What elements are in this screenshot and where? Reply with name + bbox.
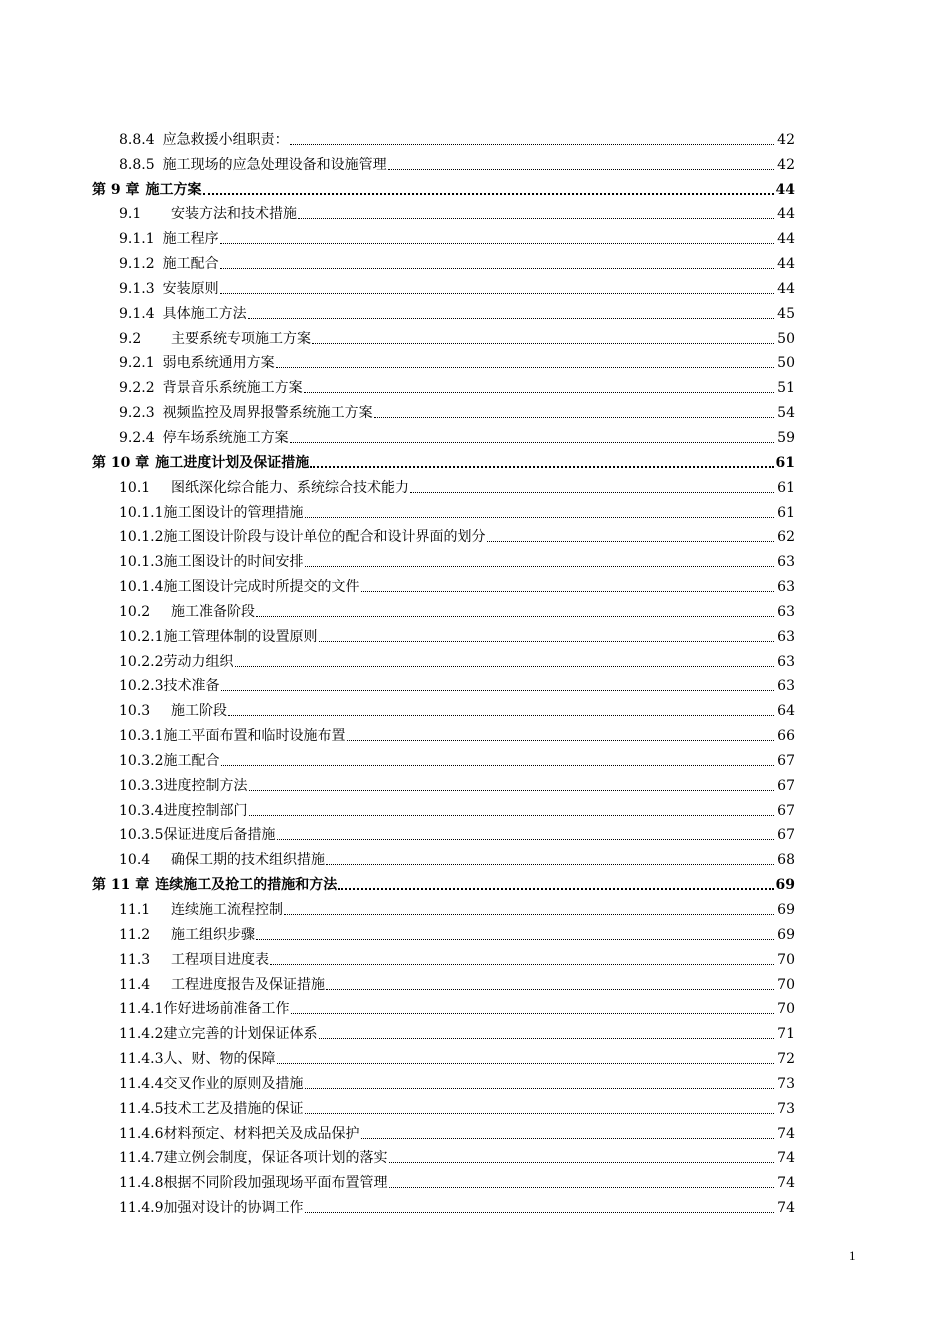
toc-entry-number: 10.1.1 xyxy=(119,504,164,521)
toc-page-number: 67 xyxy=(777,802,795,819)
toc-page-number: 74 xyxy=(777,1150,795,1167)
toc-dot-leader xyxy=(249,777,774,795)
toc-dot-leader xyxy=(248,305,774,323)
toc-dot-leader xyxy=(389,1174,774,1192)
toc-entry-number: 10.3.2 xyxy=(119,752,164,769)
toc-entry-number: 11.4.3 xyxy=(119,1051,164,1068)
toc-entry[interactable] xyxy=(0,199,950,224)
toc-entry-title: 图纸深化综合能力、系统综合技术能力 xyxy=(171,479,409,496)
toc-entry[interactable] xyxy=(0,919,950,944)
toc-entry-title: 施工图设计的时间安排 xyxy=(163,554,304,571)
toc-dot-leader xyxy=(270,951,774,969)
toc-page-number: 54 xyxy=(777,405,795,422)
toc-dot-leader xyxy=(228,702,774,720)
toc-dot-leader xyxy=(388,156,774,174)
toc-entry-number: 11.4.9 xyxy=(119,1200,164,1217)
toc-entry-number: 11.4 xyxy=(119,976,151,993)
toc-dot-leader xyxy=(326,976,774,994)
toc-entry-title: 施工程序 xyxy=(162,231,219,248)
toc-entry[interactable] xyxy=(0,422,950,447)
toc-dot-leader xyxy=(221,677,774,695)
toc-entry-title: 建立例会制度，保证各项计划的落实 xyxy=(163,1150,388,1167)
toc-entry-title: 施工组织步骤 xyxy=(171,926,255,943)
toc-entry-number: 9.1.4 xyxy=(119,305,155,322)
toc-dot-leader xyxy=(305,553,774,571)
toc-entry[interactable] xyxy=(0,944,950,969)
toc-page-number: 69 xyxy=(777,926,795,943)
toc-entry[interactable] xyxy=(0,223,950,248)
toc-page-number: 63 xyxy=(777,554,795,571)
toc-entry[interactable] xyxy=(0,372,950,397)
toc-entry-number: 第 11 章 xyxy=(92,877,150,894)
toc-entry-number: 10.2.1 xyxy=(119,628,164,645)
toc-entry-number: 10.1 xyxy=(119,479,151,496)
toc-entry-title: 作好进场前准备工作 xyxy=(163,1001,290,1018)
toc-page-number: 51 xyxy=(777,380,795,397)
toc-entry-number: 10.1.2 xyxy=(119,529,164,546)
toc-dot-leader xyxy=(312,330,774,348)
toc-page-number: 45 xyxy=(777,305,795,322)
toc-dot-leader xyxy=(304,379,774,397)
toc-entry-number: 10.2 xyxy=(119,603,151,620)
toc-entry-title: 施工平面布置和临时设施布置 xyxy=(163,728,346,745)
toc-dot-leader xyxy=(319,628,774,646)
toc-page-number: 63 xyxy=(777,579,795,596)
toc-entry[interactable] xyxy=(0,770,950,795)
toc-entry[interactable] xyxy=(0,671,950,696)
toc-dot-leader xyxy=(298,205,774,223)
toc-entry[interactable] xyxy=(0,621,950,646)
toc-dot-leader xyxy=(291,1000,774,1018)
toc-page-number: 64 xyxy=(777,703,795,720)
toc-entry-number: 9.1 xyxy=(119,206,142,223)
toc-page-number: 61 xyxy=(777,504,795,521)
toc-dot-leader xyxy=(310,454,774,472)
toc-entry[interactable] xyxy=(0,646,950,671)
toc-page-number: 63 xyxy=(777,628,795,645)
toc-entry[interactable] xyxy=(0,124,950,149)
toc-dot-leader xyxy=(319,1025,774,1043)
toc-entry-number: 8.8.5 xyxy=(119,156,155,173)
toc-page-number: 62 xyxy=(777,529,795,546)
toc-page-number: 72 xyxy=(777,1051,795,1068)
toc-chapter-entry[interactable] xyxy=(0,174,950,199)
toc-dot-leader xyxy=(487,528,774,546)
toc-dot-leader xyxy=(305,1075,774,1093)
toc-page-number: 61 xyxy=(777,479,795,496)
toc-dot-leader xyxy=(284,901,774,919)
toc-entry[interactable] xyxy=(0,1043,950,1068)
toc-dot-leader xyxy=(374,404,774,422)
toc-dot-leader xyxy=(290,429,774,447)
toc-entry-title: 施工配合 xyxy=(162,256,219,273)
toc-entry-number: 10.3.1 xyxy=(119,728,164,745)
toc-entry-title: 建立完善的计划保证体系 xyxy=(163,1026,318,1043)
toc-dot-leader xyxy=(276,354,774,372)
toc-entry[interactable] xyxy=(0,1118,950,1143)
toc-page-number: 44 xyxy=(777,280,795,297)
toc-page-number: 44 xyxy=(777,256,795,273)
toc-entry[interactable] xyxy=(0,795,950,820)
toc-page-number: 50 xyxy=(777,330,795,347)
toc-entry-number: 10.2.2 xyxy=(119,653,164,670)
toc-entry-number: 11.4.6 xyxy=(119,1125,164,1142)
toc-dot-leader xyxy=(203,181,775,199)
toc-entry[interactable] xyxy=(0,695,950,720)
toc-dot-leader xyxy=(326,851,774,869)
toc-entry-number: 10.4 xyxy=(119,852,151,869)
toc-page-number: 66 xyxy=(777,728,795,745)
toc-page-number: 42 xyxy=(777,156,795,173)
toc-page-number: 61 xyxy=(775,454,795,471)
toc-page-number: 74 xyxy=(777,1175,795,1192)
toc-entry-title: 主要系统专项施工方案 xyxy=(171,330,311,347)
toc-dot-leader xyxy=(305,1100,774,1118)
toc-entry-title: 施工准备阶段 xyxy=(171,603,255,620)
toc-entry-number: 11.4.7 xyxy=(119,1150,164,1167)
toc-entry-title: 停车场系统施工方案 xyxy=(162,429,289,446)
toc-entry[interactable] xyxy=(0,969,950,994)
toc-entry-title: 确保工期的技术组织措施 xyxy=(171,852,325,869)
toc-entry-title: 连续施工及抢工的措施和方法 xyxy=(155,877,338,894)
toc-dot-leader xyxy=(410,479,774,497)
toc-entry-title: 进度控制方法 xyxy=(163,777,248,794)
toc-entry-number: 9.2.1 xyxy=(119,355,155,372)
toc-entry[interactable] xyxy=(0,894,950,919)
toc-dot-leader xyxy=(220,280,774,298)
toc-entry-title: 施工阶段 xyxy=(171,703,227,720)
toc-entry[interactable] xyxy=(0,522,950,547)
toc-dot-leader xyxy=(221,752,774,770)
toc-entry-title: 根据不同阶段加强现场平面布置管理 xyxy=(163,1175,388,1192)
toc-entry-title: 施工配合 xyxy=(163,752,220,769)
toc-entry[interactable] xyxy=(0,1143,950,1168)
toc-page-number: 69 xyxy=(777,902,795,918)
toc-entry[interactable] xyxy=(0,546,950,571)
toc-entry[interactable] xyxy=(0,149,950,174)
toc-entry[interactable] xyxy=(0,472,950,497)
toc-entry[interactable] xyxy=(0,745,950,770)
toc-entry-number: 10.1.3 xyxy=(119,554,164,571)
toc-entry-title: 施工图设计阶段与设计单位的配合和设计界面的划分 xyxy=(163,529,486,546)
toc-entry-title: 保证进度后备措施 xyxy=(163,827,276,844)
toc-entry-title: 施工进度计划及保证措施 xyxy=(155,454,310,471)
toc-dot-leader xyxy=(361,578,774,596)
toc-entry-title: 施工管理体制的设置原则 xyxy=(163,628,318,645)
table-of-contents xyxy=(0,124,950,1217)
toc-entry[interactable] xyxy=(0,994,950,1019)
toc-entry-number: 10.3.4 xyxy=(119,802,164,819)
toc-page-number: 44 xyxy=(775,181,795,198)
toc-entry-number: 10.3 xyxy=(119,703,151,720)
toc-chapter-entry[interactable] xyxy=(0,869,950,894)
toc-entry-title: 具体施工方法 xyxy=(162,305,247,322)
toc-entry[interactable] xyxy=(0,1192,950,1217)
toc-entry-title: 劳动力组织 xyxy=(163,653,234,670)
toc-dot-leader xyxy=(361,1125,774,1143)
toc-entry-number: 9.2.2 xyxy=(119,380,155,397)
toc-dot-leader xyxy=(256,603,774,621)
toc-dot-leader xyxy=(305,504,774,522)
toc-entry-title: 连续施工流程控制 xyxy=(171,902,283,918)
toc-entry-title: 加强对设计的协调工作 xyxy=(163,1200,304,1217)
toc-entry[interactable] xyxy=(0,720,950,745)
toc-entry-title: 施工现场的应急处理设备和设施管理 xyxy=(162,156,387,173)
toc-entry[interactable] xyxy=(0,348,950,373)
toc-entry[interactable] xyxy=(0,844,950,869)
toc-page-number: 63 xyxy=(777,678,795,695)
toc-dot-leader xyxy=(249,802,774,820)
toc-page-number: 67 xyxy=(777,752,795,769)
toc-entry-title: 交叉作业的原则及措施 xyxy=(163,1075,304,1092)
toc-entry-number: 11.4.4 xyxy=(119,1075,164,1092)
toc-dot-leader xyxy=(277,826,774,844)
toc-entry-number: 9.2.3 xyxy=(119,405,155,422)
toc-entry-title: 进度控制部门 xyxy=(163,802,248,819)
toc-entry[interactable] xyxy=(0,397,950,422)
toc-page-number: 67 xyxy=(777,827,795,844)
toc-entry-number: 9.1.1 xyxy=(119,231,155,248)
page-number: 1 xyxy=(849,1248,856,1263)
toc-page-number: 50 xyxy=(777,355,795,372)
toc-page-number: 42 xyxy=(777,131,795,148)
toc-entry-number: 11.4.5 xyxy=(119,1100,164,1117)
toc-entry-title: 技术准备 xyxy=(163,678,220,695)
toc-entry-number: 10.1.4 xyxy=(119,579,164,596)
toc-entry-number: 11.1 xyxy=(119,902,151,918)
toc-entry[interactable] xyxy=(0,1093,950,1118)
toc-entry[interactable] xyxy=(0,820,950,845)
toc-entry-number: 9.2 xyxy=(119,330,142,347)
toc-page-number: 73 xyxy=(777,1100,795,1117)
toc-entry-title: 弱电系统通用方案 xyxy=(162,355,275,372)
toc-chapter-entry[interactable] xyxy=(0,447,950,472)
toc-entry[interactable] xyxy=(0,273,950,298)
toc-entry[interactable] xyxy=(0,248,950,273)
toc-page-number: 70 xyxy=(777,951,795,968)
toc-entry-title: 工程项目进度表 xyxy=(171,951,269,968)
toc-page-number: 59 xyxy=(777,429,795,446)
toc-entry-number: 11.4.8 xyxy=(119,1175,164,1192)
toc-page-number: 68 xyxy=(777,852,795,869)
toc-entry[interactable] xyxy=(0,497,950,522)
toc-entry-number: 11.4.2 xyxy=(119,1026,164,1043)
toc-entry-title: 工程进度报告及保证措施 xyxy=(171,976,325,993)
toc-dot-leader xyxy=(305,1199,774,1217)
toc-dot-leader xyxy=(290,131,774,149)
toc-page-number: 74 xyxy=(777,1200,795,1217)
toc-entry-title: 应急救援小组职责： xyxy=(162,131,289,148)
toc-dot-leader xyxy=(338,876,774,894)
toc-page-number: 44 xyxy=(777,231,795,248)
toc-entry-number: 9.1.3 xyxy=(119,280,155,297)
toc-dot-leader xyxy=(220,230,774,248)
toc-entry-title: 安装原则 xyxy=(162,280,219,297)
toc-entry[interactable] xyxy=(0,571,950,596)
toc-entry-number: 9.1.2 xyxy=(119,256,155,273)
toc-page-number: 63 xyxy=(777,603,795,620)
toc-entry-number: 11.3 xyxy=(119,951,151,968)
toc-entry-number: 10.2.3 xyxy=(119,678,164,695)
toc-entry[interactable] xyxy=(0,1068,950,1093)
toc-entry-title: 施工方案 xyxy=(145,181,202,198)
toc-entry[interactable] xyxy=(0,596,950,621)
toc-entry-number: 8.8.4 xyxy=(119,131,155,148)
toc-entry[interactable] xyxy=(0,1018,950,1043)
toc-entry-title: 施工图设计的管理措施 xyxy=(163,504,304,521)
toc-entry-number: 10.3.3 xyxy=(119,777,164,794)
toc-page-number: 67 xyxy=(777,777,795,794)
toc-entry-title: 技术工艺及措施的保证 xyxy=(163,1100,304,1117)
toc-page-number: 63 xyxy=(777,653,795,670)
toc-entry-title: 背景音乐系统施工方案 xyxy=(162,380,303,397)
toc-entry-number: 第 10 章 xyxy=(92,454,150,471)
toc-page-number: 69 xyxy=(775,877,795,894)
toc-entry-title: 人、财、物的保障 xyxy=(163,1051,276,1068)
toc-dot-leader xyxy=(256,926,774,944)
toc-entry-number: 11.2 xyxy=(119,926,151,943)
toc-dot-leader xyxy=(220,255,774,273)
toc-dot-leader xyxy=(347,727,774,745)
toc-entry-number: 11.4.1 xyxy=(119,1001,164,1018)
toc-entry-title: 安装方法和技术措施 xyxy=(171,206,297,223)
toc-entry-number: 9.2.4 xyxy=(119,429,155,446)
toc-entry-number: 第 9 章 xyxy=(92,181,140,198)
toc-entry[interactable] xyxy=(0,323,950,348)
toc-entry-title: 施工图设计完成时所提交的文件 xyxy=(163,579,360,596)
toc-entry-title: 视频监控及周界报警系统施工方案 xyxy=(162,405,373,422)
toc-page-number: 71 xyxy=(777,1026,795,1043)
toc-page-number: 73 xyxy=(777,1075,795,1092)
toc-entry[interactable] xyxy=(0,1167,950,1192)
toc-page-number: 44 xyxy=(777,206,795,223)
toc-page-number: 74 xyxy=(777,1125,795,1142)
toc-entry-number: 10.3.5 xyxy=(119,827,164,844)
toc-entry[interactable] xyxy=(0,298,950,323)
toc-entry-title: 材料预定、材料把关及成品保护 xyxy=(163,1125,360,1142)
toc-page-number: 70 xyxy=(777,976,795,993)
toc-dot-leader xyxy=(235,653,774,671)
toc-dot-leader xyxy=(277,1050,774,1068)
toc-page-number: 70 xyxy=(777,1001,795,1018)
toc-dot-leader xyxy=(389,1149,774,1167)
